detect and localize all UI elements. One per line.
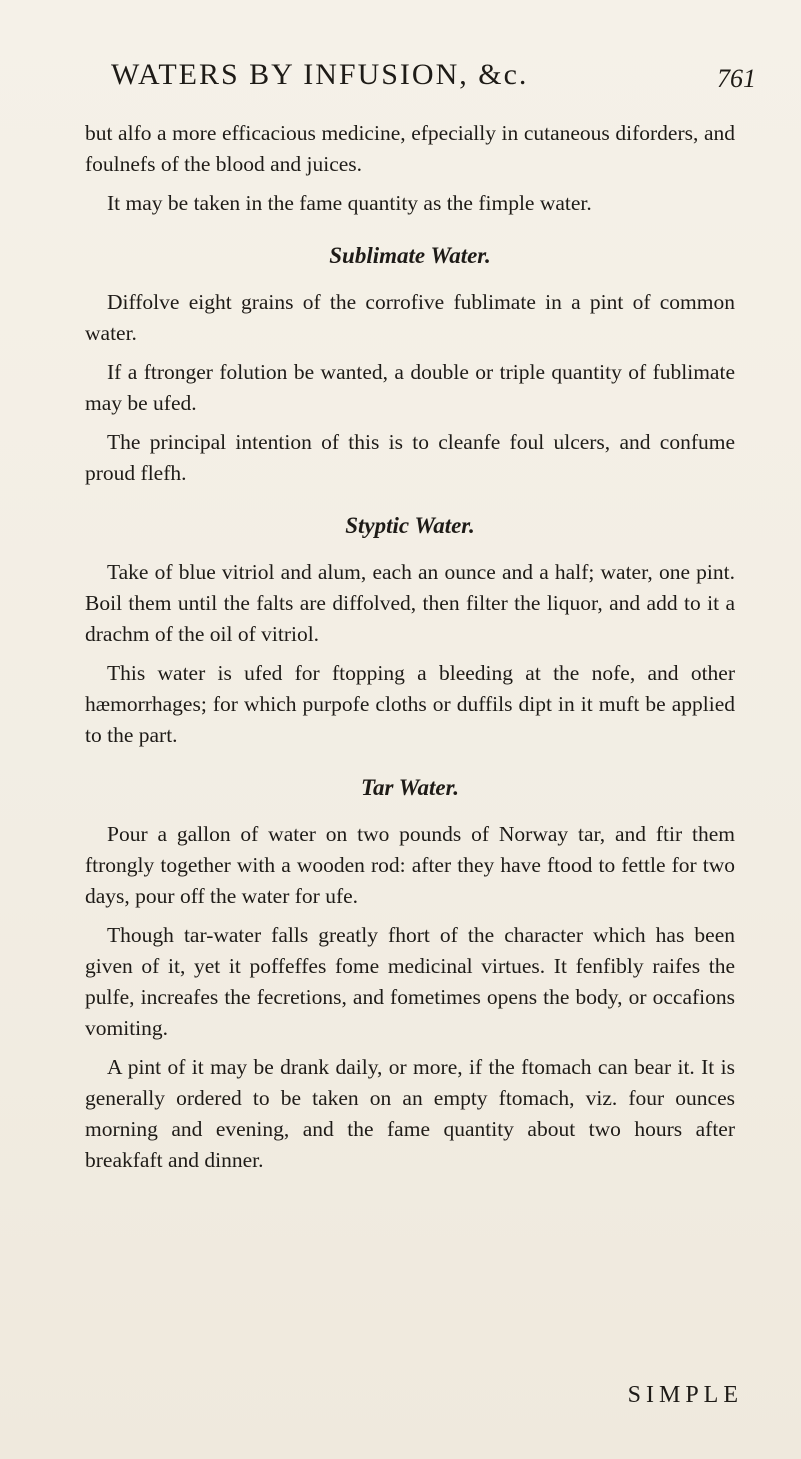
- page-number: 761: [717, 64, 756, 93]
- body-text: [85, 118, 735, 1184]
- paragraph: If a ftronger folution be wanted, a double or triple quantity of fublimate may be ufed.: [85, 360, 735, 415]
- paragraph: Take of blue vitriol and alum, each an ounce and a half; water, one pint. Boil them until the falts are diffolved, then filter the liquor, and add to it a drachm of the oil of vitriol.: [85, 560, 735, 646]
- paragraph: The principal intention of this is to cleanfe foul ulcers, and confume proud flefh.: [85, 430, 735, 485]
- paragraph: It may be taken in the fame quantity as the fimple water.: [107, 191, 592, 215]
- paragraph: Pour a gallon of water on two pounds of Norway tar, and ftir them ftrongly together with a wooden rod: after they have ftood to fettle for two days, pour off the water for ufe.: [85, 822, 735, 908]
- section-heading-tar-water: Tar Water.: [361, 775, 459, 800]
- paragraph: but alfo a more efficacious medicine, efpecially in cutaneous diforders, and foulnefs of the blood and juices.: [85, 121, 735, 176]
- page-header: [0, 58, 801, 108]
- section-heading-styptic-water: Styptic Water.: [345, 513, 475, 538]
- running-head: WATERS BY INFUSION, &c.: [111, 58, 529, 91]
- paragraph: Diffolve eight grains of the corrofive fublimate in a pint of common water.: [85, 290, 735, 345]
- catchword: SIMPLE: [627, 1382, 743, 1408]
- paragraph: A pint of it may be drank daily, or more, if the ftomach can bear it. It is generally ordered to be taken on an empty ftomach, viz. four ounces morning and evening, and the fame quantity about two hours after breakfaft and dinner.: [85, 1055, 735, 1172]
- paragraph: This water is ufed for ftopping a bleeding at the nofe, and other hæmorrhages; for which purpofe cloths or duffils dipt in it muft be applied to the part.: [85, 661, 735, 747]
- paragraph: Though tar-water falls greatly fhort of the character which has been given of it, yet it poffeffes fome medicinal virtues. It fenfibly raifes the pulfe, increafes the fecretions, and fometimes opens the body, or occafions vomiting.: [85, 923, 735, 1040]
- section-heading-sublimate-water: Sublimate Water.: [329, 243, 491, 268]
